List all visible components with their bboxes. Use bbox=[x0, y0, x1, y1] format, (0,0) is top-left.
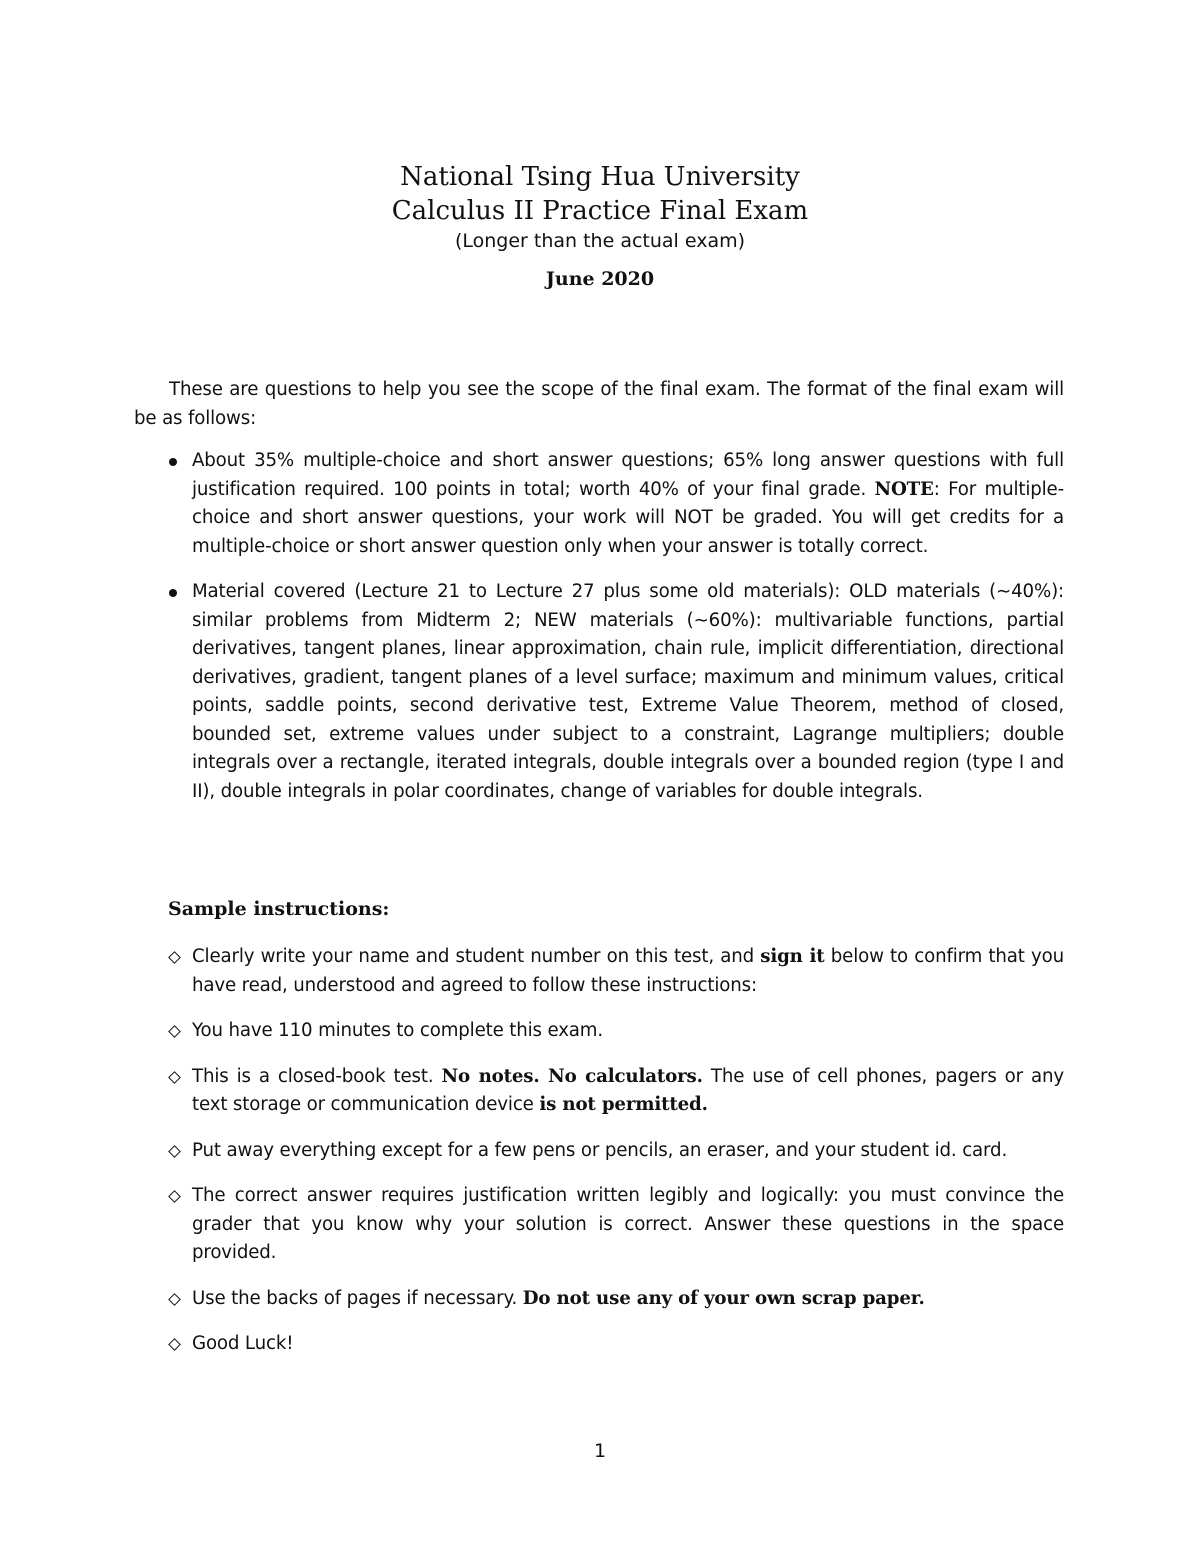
diamond-bullet-icon bbox=[168, 1190, 181, 1203]
format-bullet-scoring bbox=[134, 447, 1064, 561]
diamond-bullet-icon bbox=[168, 1293, 181, 1306]
bullet-text: About 35% multiple-choice and short answer questions; 65% long answer questions with full justification required. 100 points in total; worth 40% of your final grade. bbox=[192, 450, 1064, 500]
diamond-bullet-icon bbox=[168, 1071, 181, 1084]
bullet-text: : For multiple-choice and short answer questions, your work will NOT be graded. You will get credits for a multiple-choice or short answer question only when your answer is totally correct. bbox=[192, 478, 1064, 557]
instructions-list bbox=[134, 943, 1064, 1376]
format-bullet-material bbox=[134, 578, 1064, 806]
exam-date: June 2020 bbox=[545, 268, 655, 290]
bullet-text: Material covered (Lecture 21 to Lecture 27 plus some old materials): OLD materials (∼40%): similar problems from Midterm 2; NEW materials (∼60%): multivariable functions, partial derivatives, tangent planes, linear approximation, chain rule, implicit differentiation, directional derivatives, gradient, tangent planes of a level surface; maximum and minimum values, critical points, saddle points, second derivative test, Extreme Value Theorem, method of closed, bounded set, extreme values under subject to a constraint, Lagrange multipliers; double integrals over a rectangle, iterated integrals, double integrals over a bounded region (type I and II), double integrals in polar coordinates, change of variables for double integrals. bbox=[192, 581, 1064, 802]
instruction-item: This is a closed-book test. No notes. No calculators. The use of cell phones, pagers or any text storage or communication device is not permitted. bbox=[134, 1063, 1064, 1120]
instructions-heading: Sample instructions: bbox=[168, 898, 390, 920]
note-label: NOTE bbox=[874, 478, 934, 500]
diamond-bullet-icon bbox=[168, 1145, 181, 1158]
instruction-item: Put away everything except for a few pens or pencils, an eraser, and your student id. card. bbox=[134, 1137, 1064, 1166]
bullet-dot-icon bbox=[169, 589, 177, 597]
exam-title: Calculus II Practice Final Exam bbox=[391, 196, 809, 226]
intro-paragraph bbox=[134, 376, 1064, 433]
intro-text: These are questions to help you see the scope of the final exam. The format of the final exam will be as follows: bbox=[134, 379, 1064, 429]
instruction-item: Use the backs of pages if necessary. Do not use any of your own scrap paper. bbox=[134, 1285, 1064, 1314]
instruction-item: The correct answer requires justification written legibly and logically: you must convince the grader that you know why your solution is correct. Answer these questions in the space provided. bbox=[134, 1182, 1064, 1268]
page-number: 1 bbox=[593, 1440, 607, 1462]
university-name: National Tsing Hua University bbox=[400, 162, 800, 192]
diamond-bullet-icon bbox=[168, 1025, 181, 1038]
instruction-item: Clearly write your name and student number on this test, and sign it below to confirm that you have read, understood and agreed to follow these instructions: bbox=[134, 943, 1064, 1000]
bullet-dot-icon bbox=[169, 458, 177, 466]
format-bullet-list bbox=[134, 447, 1064, 823]
instruction-item: You have 110 minutes to complete this exam. bbox=[134, 1017, 1064, 1046]
instruction-item: Good Luck! bbox=[134, 1330, 1064, 1359]
document-header bbox=[0, 160, 1200, 292]
exam-note: (Longer than the actual exam) bbox=[454, 230, 746, 252]
diamond-bullet-icon bbox=[168, 951, 181, 964]
diamond-bullet-icon bbox=[168, 1338, 181, 1351]
